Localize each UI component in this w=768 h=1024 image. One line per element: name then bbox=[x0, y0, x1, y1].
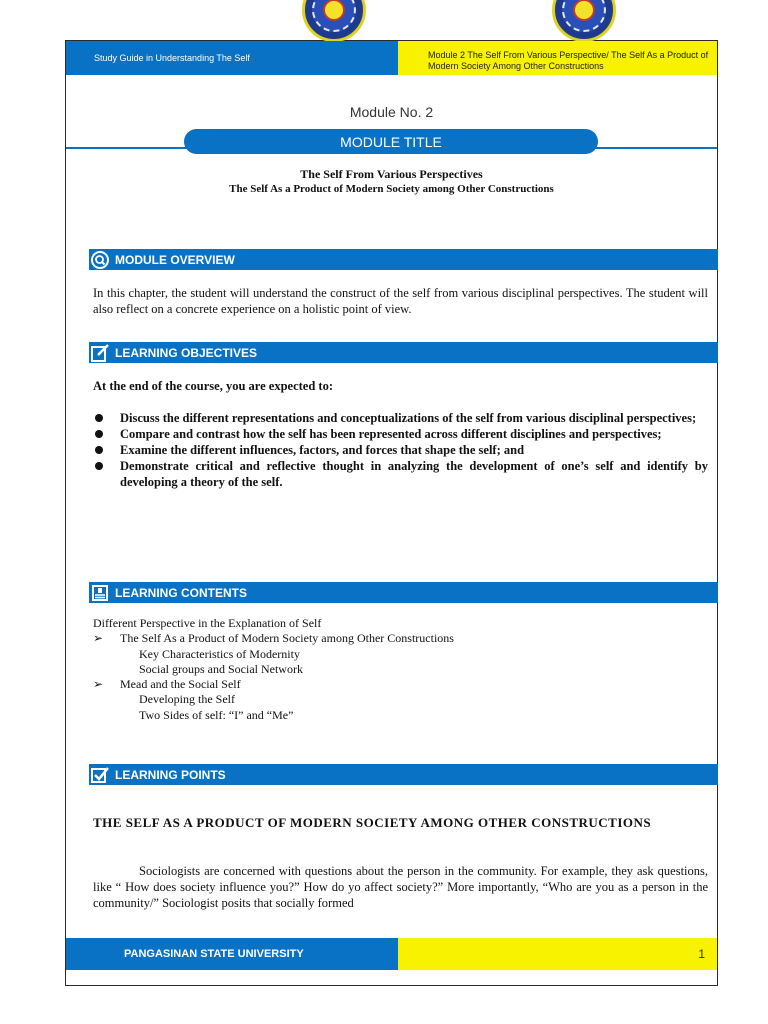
bullet-icon bbox=[95, 430, 103, 438]
objectives-list bbox=[93, 410, 708, 490]
section-learning-objectives bbox=[89, 342, 718, 363]
magnifier-icon bbox=[89, 249, 111, 270]
arrow-bullet-icon: ➢ bbox=[93, 631, 104, 646]
bullet-icon bbox=[95, 414, 103, 422]
checkbox-icon bbox=[89, 764, 111, 785]
page-number: 1 bbox=[398, 938, 717, 970]
university-logo-left bbox=[302, 0, 366, 42]
section-learning-contents bbox=[89, 582, 718, 603]
outline-topic: ➢ The Self As a Product of Modern Society among Other Constructions bbox=[93, 631, 454, 646]
module-number: Module No. 2 bbox=[349, 104, 434, 120]
list-item: Demonstrate critical and reflective thought in analyzing the development of one’s self and identify by developing a theory of the self. bbox=[93, 458, 708, 490]
bullet-icon bbox=[95, 462, 103, 470]
section-heading: LEARNING POINTS bbox=[115, 767, 226, 782]
section-module-overview bbox=[89, 249, 718, 270]
outline-topic: ➢ Mead and the Social Self bbox=[93, 677, 241, 692]
section-heading: LEARNING OBJECTIVES bbox=[115, 345, 258, 360]
header-module-title: Module 2 The Self From Various Perspective/ The Self As a Product of Modern Society Among Other Constructions bbox=[398, 41, 717, 75]
university-logo-right bbox=[552, 0, 616, 42]
section-learning-points bbox=[89, 764, 718, 785]
outline-subtopic: Two Sides of self: “I” and “Me” bbox=[139, 707, 294, 722]
module-subtitle-2: The Self As a Product of Modern Society among Other Constructions bbox=[229, 183, 554, 195]
overview-text: In this chapter, the student will understand the construct of the self from various disciplinal perspectives. The student will also reflect on a concrete experience on a holistic point of view. bbox=[93, 286, 708, 316]
edit-icon bbox=[89, 342, 111, 363]
list-item: Discuss the different representations and conceptualizations of the self from various disciplinal perspectives; bbox=[93, 410, 708, 426]
header-course-title: Study Guide in Understanding The Self bbox=[66, 41, 398, 75]
footer-university: PANGASINAN STATE UNIVERSITY bbox=[66, 938, 398, 970]
outline-subtopic: Social groups and Social Network bbox=[139, 661, 303, 676]
module-subtitle-1: The Self From Various Perspectives bbox=[300, 167, 483, 181]
list-item: Compare and contrast how the self has been represented across different disciplines and perspectives; bbox=[93, 426, 708, 442]
outline-subtopic: Key Characteristics of Modernity bbox=[139, 646, 300, 661]
contents-outline bbox=[93, 616, 708, 723]
outline-subtopic: Developing the Self bbox=[139, 692, 235, 707]
section-heading: MODULE OVERVIEW bbox=[115, 252, 235, 267]
learning-points-title: THE SELF AS A PRODUCT OF MODERN SOCIETY AMONG OTHER CONSTRUCTIONS bbox=[93, 815, 652, 830]
outline-intro: Different Perspective in the Explanation of Self bbox=[93, 616, 322, 630]
document-icon bbox=[89, 582, 111, 603]
list-item: Examine the different influences, factors, and forces that shape the self; and bbox=[93, 442, 708, 458]
section-heading: LEARNING CONTENTS bbox=[115, 585, 247, 600]
learning-points-paragraph: Sociologists are concerned with questions about the person in the community. For example, they ask questions, like “ How does society influence you?” How do yo affect society?” More importantly, “Who are you as a person in the community/” Sociologist posits that socially formed bbox=[93, 864, 708, 910]
bullet-icon bbox=[95, 446, 103, 454]
objectives-intro: At the end of the course, you are expected to: bbox=[93, 379, 333, 393]
module-title-bar: MODULE TITLE bbox=[184, 129, 598, 154]
arrow-bullet-icon: ➢ bbox=[93, 677, 104, 692]
